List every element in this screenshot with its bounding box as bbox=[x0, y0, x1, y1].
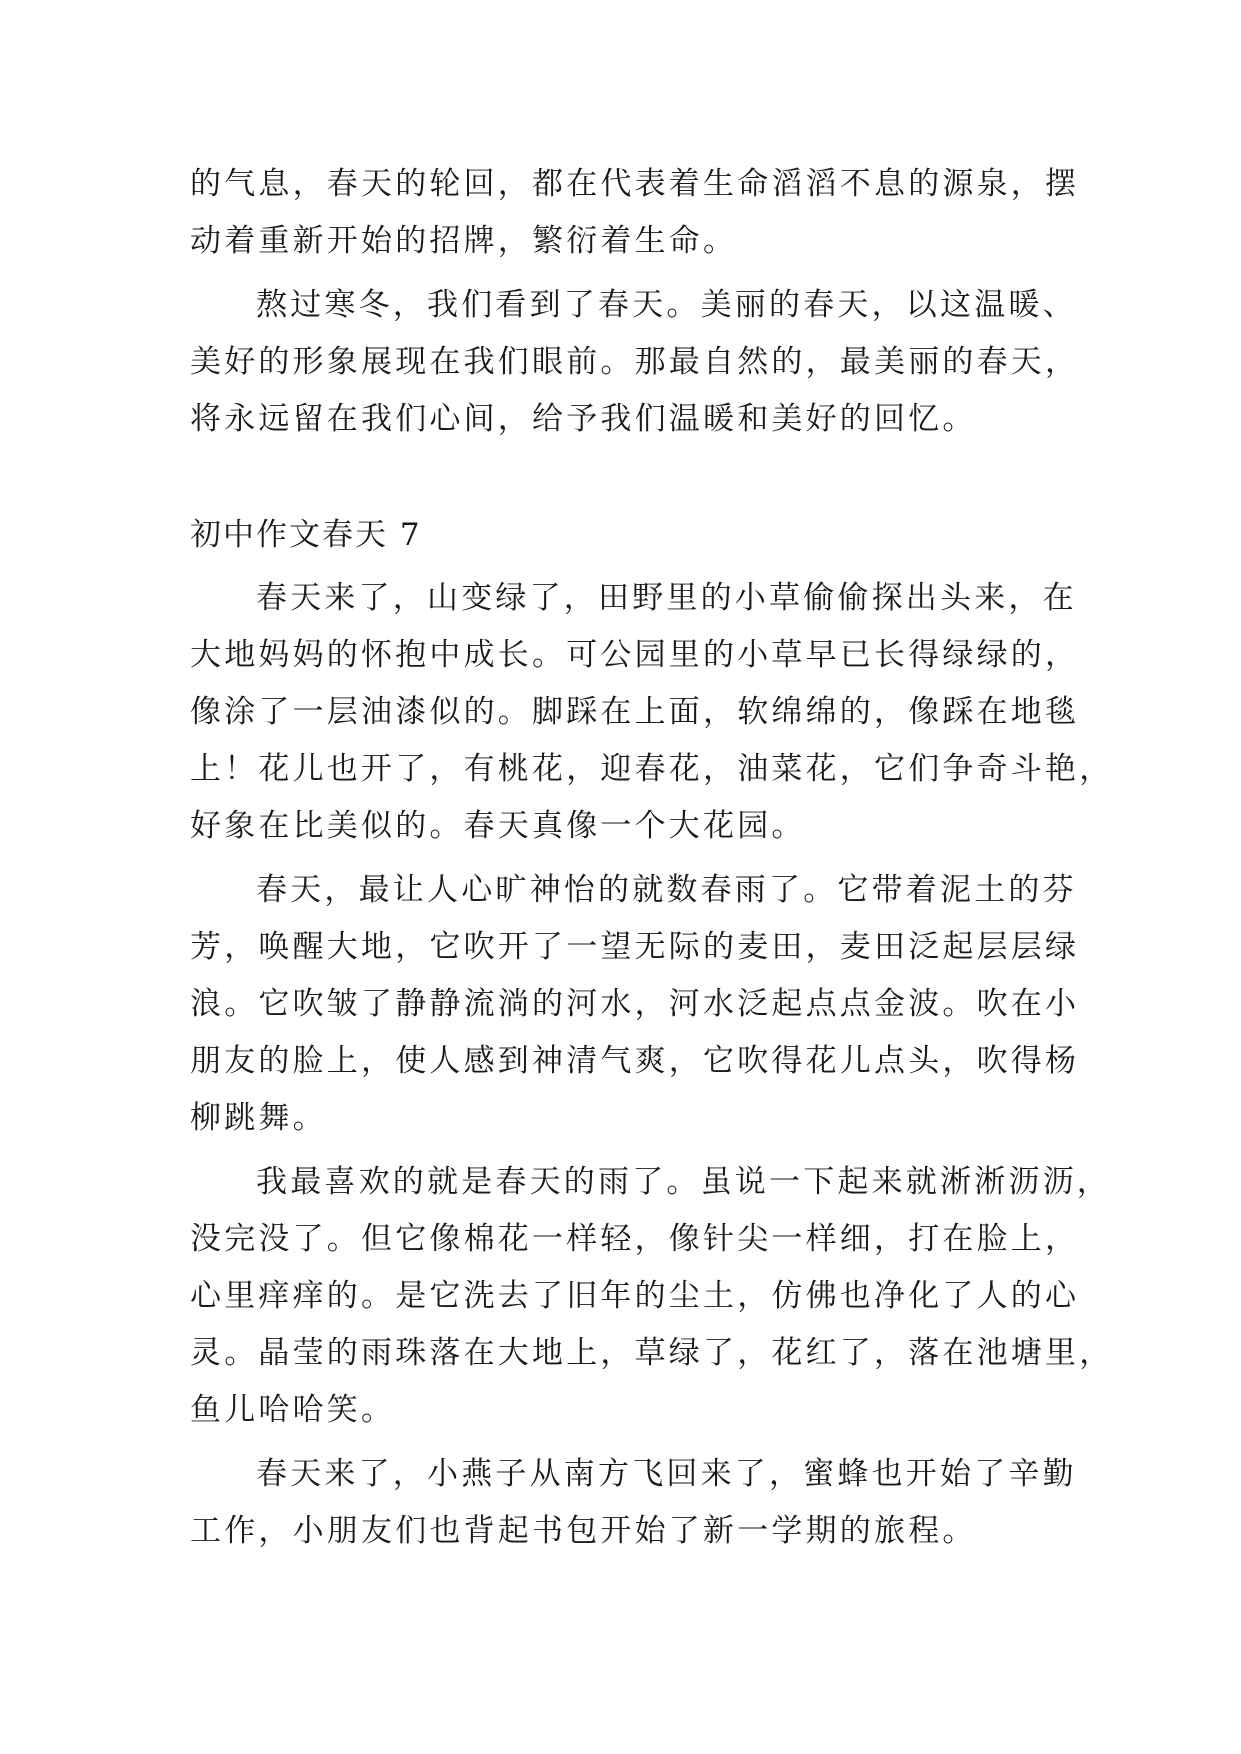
essay-line: 朋友的脸上，使人感到神清气爽，它吹得花儿点头，吹得杨 bbox=[190, 1043, 1080, 1079]
essay-line: 灵。晶莹的雨珠落在大地上，草绿了，花红了，落在池塘里， bbox=[190, 1335, 1114, 1371]
paragraph-line: 美好的形象展现在我们眼前。那最自然的，最美丽的春天， bbox=[190, 344, 1080, 380]
essay-line: 柳跳舞。 bbox=[190, 1100, 327, 1136]
essay-line: 鱼儿哈哈笑。 bbox=[190, 1392, 396, 1428]
essay-line: 心里痒痒的。是它洗去了旧年的尘土，仿佛也净化了人的心 bbox=[190, 1278, 1080, 1314]
paragraph-line: 动着重新开始的招牌，繁衍着生命。 bbox=[190, 223, 738, 259]
essay-line: 春天，最让人心旷神怡的就数春雨了。它带着泥土的芬 bbox=[256, 872, 1077, 908]
essay-line: 春天来了，山变绿了，田野里的小草偷偷探出头来，在 bbox=[256, 580, 1077, 616]
essay-line: 浪。它吹皱了静静流淌的河水，河水泛起点点金波。吹在小 bbox=[190, 986, 1080, 1022]
essay-line: 上！花儿也开了，有桃花，迎春花，油菜花，它们争奇斗艳， bbox=[190, 751, 1114, 787]
paragraph-line: 熬过寒冬，我们看到了春天。美丽的春天，以这温暖、 bbox=[256, 287, 1077, 323]
essay-line: 没完没了。但它像棉花一样轻，像针尖一样细，打在脸上， bbox=[190, 1221, 1080, 1257]
essay-line: 我最喜欢的就是春天的雨了。虽说一下起来就淅淅沥沥， bbox=[256, 1164, 1111, 1200]
essay-line: 芳，唤醒大地，它吹开了一望无际的麦田，麦田泛起层层绿 bbox=[190, 929, 1080, 965]
essay-line: 工作，小朋友们也背起书包开始了新一学期的旅程。 bbox=[190, 1513, 977, 1549]
paragraph-line: 将永远留在我们心间，给予我们温暖和美好的回忆。 bbox=[190, 401, 977, 437]
paragraph-line: 的气息，春天的轮回，都在代表着生命滔滔不息的源泉，摆 bbox=[190, 166, 1080, 202]
essay-heading: 初中作文春天 7 bbox=[190, 517, 422, 553]
essay-line: 像涂了一层油漆似的。脚踩在上面，软绵绵的，像踩在地毯 bbox=[190, 694, 1080, 730]
essay-line: 大地妈妈的怀抱中成长。可公园里的小草早已长得绿绿的， bbox=[190, 637, 1080, 673]
essay-line: 好象在比美似的。春天真像一个大花园。 bbox=[190, 808, 806, 844]
essay-line: 春天来了，小燕子从南方飞回来了，蜜蜂也开始了辛勤 bbox=[256, 1456, 1077, 1492]
